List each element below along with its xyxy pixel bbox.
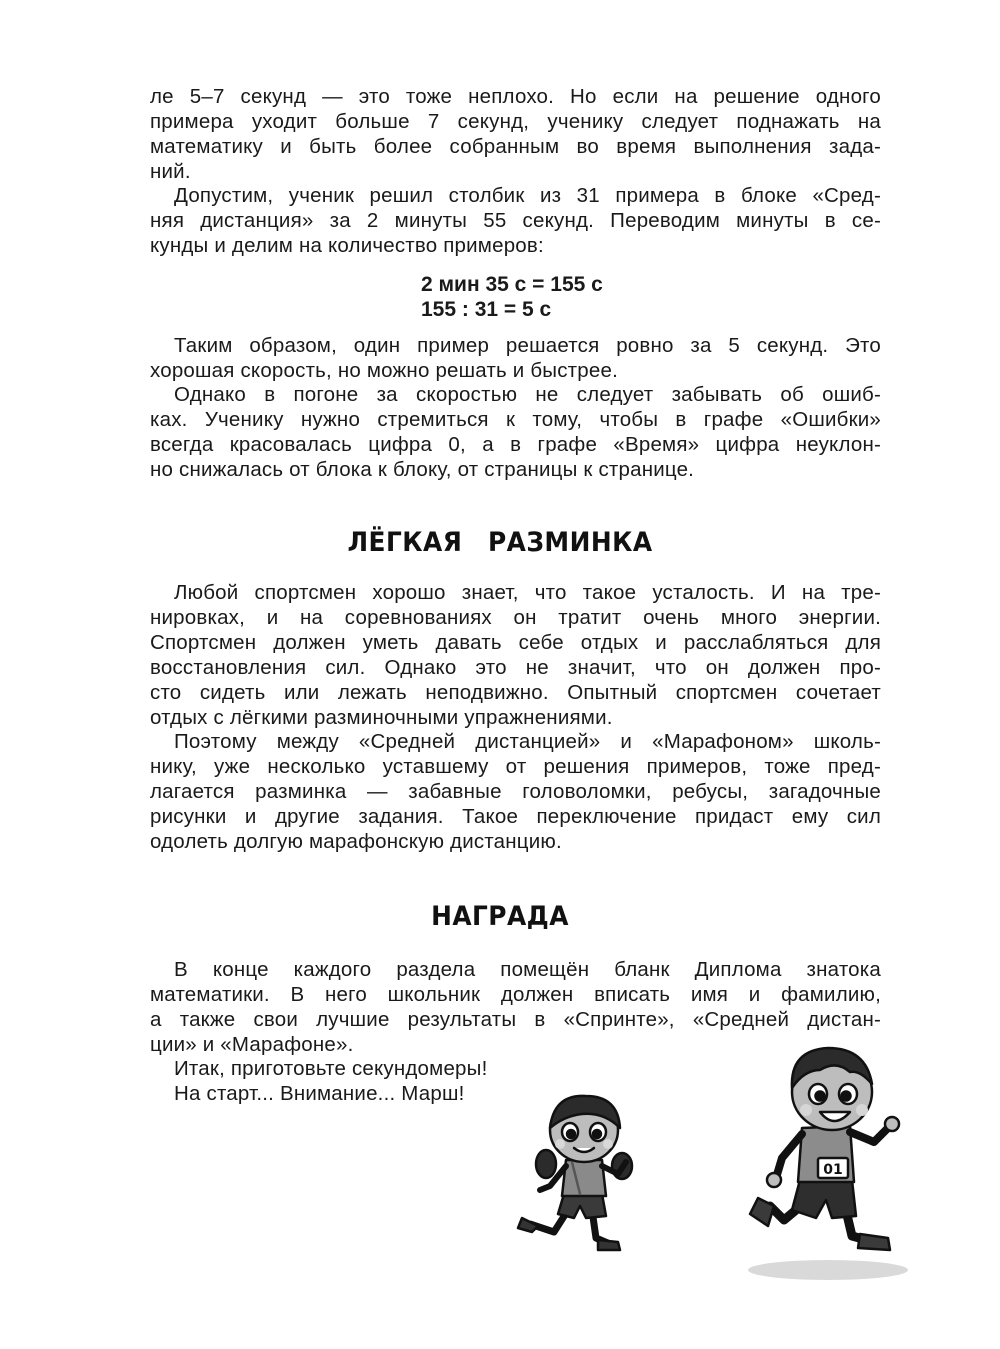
- boy-runner-illustration: [740, 1030, 915, 1285]
- example-line: няя дистанция» за 2 минуты 55 секунд. Переводим минуты в се-: [150, 209, 881, 232]
- formula-line: 155 : 31 = 5 с: [421, 298, 552, 321]
- award-heading: НАГРАДА: [431, 901, 569, 932]
- award-line: В конце каждого раздела помещён бланк Диплома знатока: [174, 958, 881, 981]
- award-line: Итак, приготовьте секундомеры!: [174, 1057, 488, 1080]
- warmup-line: отдых с лёгкими разминочными упражнениями.: [150, 706, 613, 729]
- warmup-line: нировках, и на соревнованиях он тратит очень много энергии.: [150, 606, 881, 629]
- result-line: Таким образом, один пример решается ровно за 5 секунд. Это: [174, 334, 881, 357]
- errors-line: всегда красовалась цифра 0, а в графе «Время» цифра неуклон-: [150, 433, 881, 456]
- warmup-line: рисунки и другие задания. Такое переключение придаст ему сил: [150, 805, 881, 828]
- warmup-line: Спортсмен должен уметь давать себе отдых и расслабляться для: [150, 631, 881, 654]
- warmup-line: одолеть долгую марафонскую дистанцию.: [150, 830, 562, 853]
- award-line: математики. В него школьник должен вписать имя и фамилию,: [150, 983, 881, 1006]
- award-line: а также свои лучшие результаты в «Спринте», «Средней дистан-: [150, 1008, 881, 1031]
- award-line: На старт... Внимание... Марш!: [174, 1082, 465, 1105]
- bib-number: 01: [823, 1162, 843, 1178]
- warmup-line: нику, уже несколько уставшему от решения примеров, тоже пред-: [150, 755, 881, 778]
- errors-line: но снижалась от блока к блоку, от страницы к странице.: [150, 458, 695, 481]
- intro-line: математику и быть более собранным во время выполнения зада-: [150, 135, 881, 158]
- ground-shadow: [748, 1260, 908, 1280]
- warmup-line: лагается разминка — забавные головоломки, ребусы, загадочные: [150, 780, 881, 803]
- warmup-line: Любой спортсмен хорошо знает, что такое усталость. И на тре-: [174, 581, 881, 604]
- intro-line: примера уходит больше 7 секунд, ученику следует поднажать на: [150, 110, 881, 133]
- award-line: ции» и «Марафоне».: [150, 1033, 354, 1056]
- intro-line: ле 5–7 секунд — это тоже неплохо. Но если на решение одного: [150, 85, 881, 108]
- intro-line: ний.: [150, 160, 191, 183]
- warmup-heading: ЛЁГКАЯ РАЗМИНКА: [347, 527, 653, 558]
- errors-line: Однако в погоне за скоростью не следует забывать об ошиб-: [174, 383, 881, 406]
- example-line: кунды и делим на количество примеров:: [150, 234, 544, 257]
- errors-line: ках. Ученику нужно стремиться к тому, чтобы в графе «Ошибки»: [150, 408, 881, 431]
- warmup-line: восстановления сил. Однако это не значит, что он должен про-: [150, 656, 881, 679]
- girl-runner-illustration: [510, 1082, 660, 1257]
- warmup-line: Поэтому между «Средней дистанцией» и «Марафоном» школь-: [174, 730, 881, 753]
- result-line: хорошая скорость, но можно решать и быстрее.: [150, 359, 618, 382]
- warmup-line: сто сидеть или лежать неподвижно. Опытный спортсмен сочетает: [150, 681, 881, 704]
- example-line: Допустим, ученик решил столбик из 31 примера в блоке «Сред-: [174, 184, 881, 207]
- formula-line: 2 мин 35 с = 155 с: [421, 273, 603, 296]
